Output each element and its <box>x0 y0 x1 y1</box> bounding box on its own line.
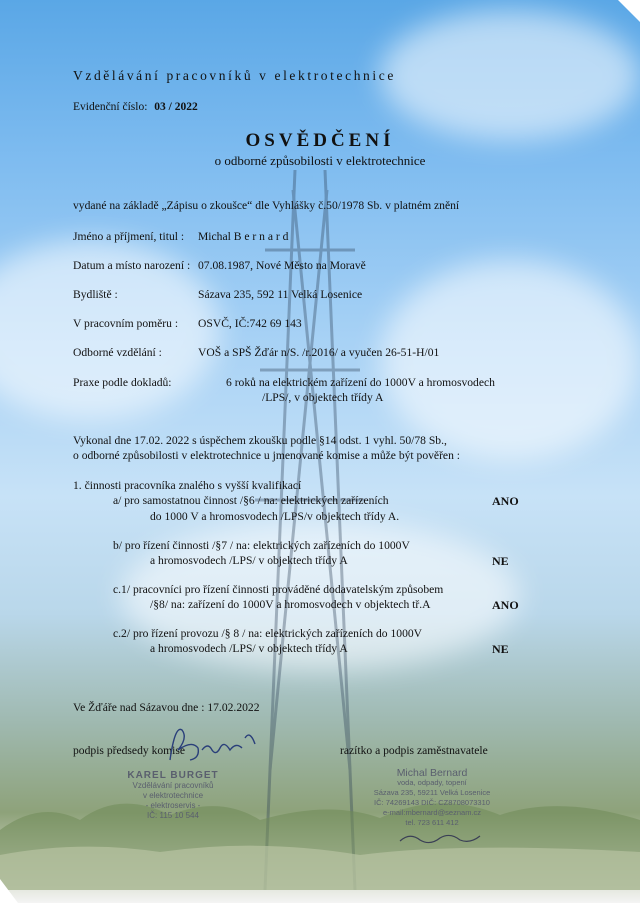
activity-c1-line2: /§8/ na: zařízení do 1000V a hromosvodech v objektech tř.A <box>150 598 431 611</box>
activity-b-line2: a hromosvodech /LPS/ v objektech třídy A <box>150 554 348 567</box>
field-label-employment: V pracovním poměru : <box>73 317 179 330</box>
activity-c2-line1: c.2/ pro řízení provozu /§ 8 / na: elektrických zařízeních do 1000V <box>113 627 423 640</box>
field-label-education: Odborné vzdělání : <box>73 346 162 359</box>
exam-statement-line1: Vykonal dne 17.02. 2022 s úspěchem zkoušku podle §14 odst. 1 vyhl. 50/78 Sb., <box>73 434 447 447</box>
field-label-address: Bydliště : <box>73 288 118 301</box>
legal-basis: vydané na základě „Zápisu o zkoušce“ dle Vyhlášky č.50/1978 Sb. v platném znění <box>73 199 460 212</box>
activity-b-result: NE <box>492 554 509 568</box>
stamp-left-line: Vzdělávání pracovníků <box>132 781 214 790</box>
chairman-signature <box>150 720 270 770</box>
commission-stamp <box>108 771 238 821</box>
stamp-left-line: - elektroservis - <box>145 801 201 810</box>
stamp-right-line: voda, odpady, topení <box>397 778 467 787</box>
employer-signature <box>395 826 485 848</box>
stamp-right-line: Sázava 235, 59211 Velká Losenice <box>373 788 491 797</box>
field-value-birth: 07.08.1987, Nové Město na Moravě <box>198 259 366 272</box>
field-label-practice: Praxe podle dokladů: <box>73 376 172 389</box>
stamp-right-line: IČ: 74269143 DIČ: CZ8708073310 <box>374 798 490 807</box>
stamp-left-line: IČ: 115 10 544 <box>147 811 199 820</box>
stamp-right-name: Michal Bernard <box>396 767 468 779</box>
activity-c2-line2: a hromosvodech /LPS/ v objektech třídy A <box>150 642 348 655</box>
field-label-name: Jméno a příjmení, titul : <box>73 230 185 243</box>
field-value-education: VOŠ a SPŠ Žďár n/S. /r.2016/ a vyučen 26-51-H/01 <box>198 346 440 359</box>
stamp-right-line: e-mail:mbernard@seznam.cz <box>382 808 482 817</box>
field-label-birth: Datum a místo narození : <box>73 259 191 272</box>
field-value-name: Michal B e r n a r d <box>198 230 289 243</box>
stamp-left-line: v elektrotechnice <box>142 791 204 800</box>
field-value-employment: OSVČ, IČ:742 69 143 <box>198 317 302 330</box>
scan-corner <box>618 0 640 22</box>
registration-number <box>73 101 198 113</box>
field-value-practice-line1: 6 roků na elektrickém zařízení do 1000V a hromosvodech <box>226 376 495 389</box>
cloud-decoration <box>380 10 640 140</box>
activity-a-line2: do 1000 V a hromosvodech /LPS/v objektech třídy A. <box>150 510 400 523</box>
certificate-subtitle: o odborné způsobilosti v elektrotechnice <box>214 153 426 168</box>
activities-heading: 1. činnosti pracovníka znalého s vyšší kvalifikací <box>73 479 302 492</box>
activity-b-line1: b/ pro řízení činnosti /§7 / na: elektrických zařízeních do 1000V <box>113 539 410 552</box>
field-value-practice-line2: /LPS/, v objektech třídy A <box>262 391 384 404</box>
exam-statement-line2: o odborné způsobilosti v elektrotechnice u jmenované komise a může být pověřen : <box>73 449 460 462</box>
activity-c1-line1: c.1/ pracovníci pro řízení činnosti prováděné dodavatelským způsobem <box>113 583 444 596</box>
registration-value: 03 / 2022 <box>154 101 198 113</box>
chairman-signature-label: podpis předsedy komise <box>73 744 186 757</box>
activity-a-result: ANO <box>492 494 519 508</box>
employer-stamp <box>362 768 502 828</box>
certificate-title: OSVĚDČENÍ <box>245 130 395 151</box>
field-value-address: Sázava 235, 592 11 Velká Losenice <box>198 288 363 301</box>
activity-c2-result: NE <box>492 642 509 656</box>
registration-label: Evidenční číslo: <box>73 101 148 113</box>
organization-heading: Vzdělávání pracovníků v elektrotechnice <box>73 68 396 83</box>
cloud-decoration <box>380 260 640 460</box>
stamp-right-line: tel. 723 611 412 <box>405 818 459 827</box>
activity-a-line1: a/ pro samostatnou činnost /§6 / na: elektrických zařízeních <box>113 494 389 507</box>
activity-c1-result: ANO <box>492 598 519 612</box>
stamp-left-name: KAREL BURGET <box>127 770 219 781</box>
trees-illustration <box>0 760 640 890</box>
employer-signature-label: razítko a podpis zaměstnavatele <box>340 744 488 757</box>
place-and-date: Ve Žďáře nad Sázavou dne : 17.02.2022 <box>73 701 260 714</box>
